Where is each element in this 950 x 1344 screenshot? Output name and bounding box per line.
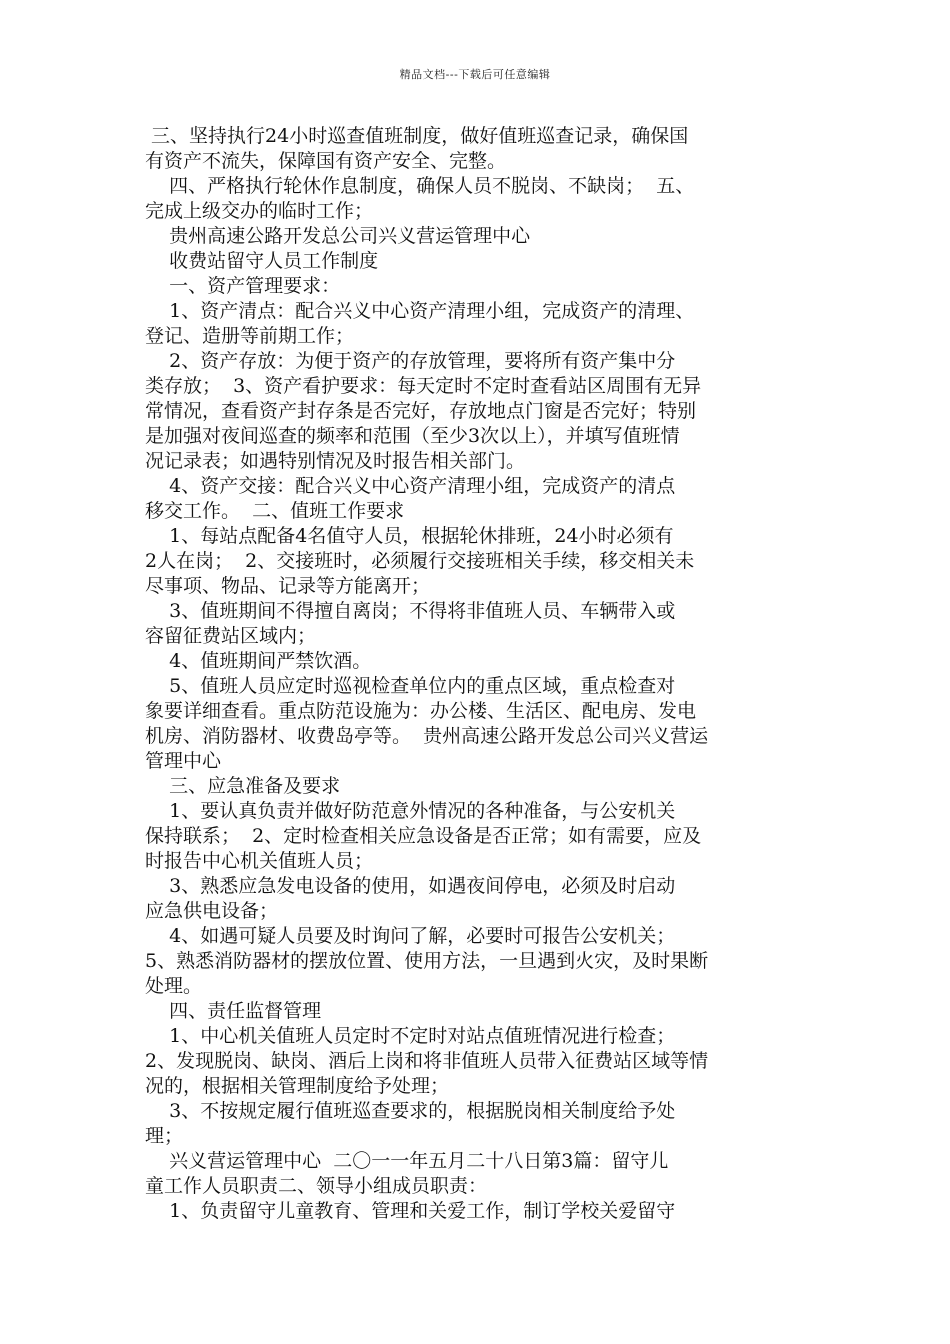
- text-line: 收费站留守人员工作制度: [145, 250, 379, 272]
- text-line: 3、值班期间不得擅自离岗；不得将非值班人员、车辆带入或: [145, 600, 676, 622]
- text-line: 况的，根据相关管理制度给予处理；: [145, 1075, 450, 1097]
- text-line: 兴义营运管理中心 二〇一一年五月二十八日第3篇：留守儿: [145, 1150, 669, 1172]
- text-line: 2、发现脱岗、缺岗、酒后上岗和将非值班人员带入征费站区域等情: [145, 1050, 709, 1072]
- text-line: 三、坚持执行24小时巡查值班制度，做好值班巡查记录，确保国: [145, 125, 689, 147]
- text-line: 类存放； 3、资产看护要求：每天定时不定时查看站区周围有无异: [145, 375, 702, 397]
- text-line: 三、应急准备及要求: [145, 775, 341, 797]
- text-line: 完成上级交办的临时工作；: [145, 200, 374, 222]
- text-line: 移交工作。 二、值班工作要求: [145, 500, 405, 522]
- text-line: 3、不按规定履行值班巡查要求的，根据脱岗相关制度给予处: [145, 1100, 676, 1122]
- text-line: 4、值班期间严禁饮酒。: [145, 650, 372, 672]
- text-line: 理；: [145, 1125, 184, 1147]
- text-line: 一、资产管理要求：: [145, 275, 341, 297]
- text-line: 管理中心: [145, 750, 222, 772]
- text-line: 机房、消防器材、收费岛亭等。 贵州高速公路开发总公司兴义营运: [145, 725, 709, 747]
- text-line: 四、严格执行轮休作息制度，确保人员不脱岗、不缺岗； 五、: [145, 175, 695, 197]
- text-line: 3、熟悉应急发电设备的使用，如遇夜间停电，必须及时启动: [145, 875, 676, 897]
- text-line: 容留征费站区域内；: [145, 625, 317, 647]
- text-line: 处理。: [145, 975, 203, 997]
- text-line: 1、资产清点：配合兴义中心资产清理小组，完成资产的清理、: [145, 300, 695, 322]
- text-line: 况记录表；如遇特别情况及时报告相关部门。: [145, 450, 526, 472]
- document-body: [145, 124, 830, 1224]
- page-header: 精品文档---下载后可任意编辑: [399, 68, 551, 81]
- text-line: 时报告中心机关值班人员；: [145, 850, 374, 872]
- text-line: 2、资产存放：为便于资产的存放管理，要将所有资产集中分: [145, 350, 676, 372]
- text-line: 4、资产交接：配合兴义中心资产清理小组，完成资产的清点: [145, 475, 676, 497]
- text-line: 登记、造册等前期工作；: [145, 325, 355, 347]
- text-line: 应急供电设备；: [145, 900, 279, 922]
- text-line: 保持联系； 2、定时检查相关应急设备是否正常；如有需要，应及: [145, 825, 702, 847]
- text-line: 1、中心机关值班人员定时不定时对站点值班情况进行检查；: [145, 1025, 676, 1047]
- text-line: 1、要认真负责并做好防范意外情况的各种准备，与公安机关: [145, 800, 676, 822]
- text-line: 象要详细查看。重点防范设施为：办公楼、生活区、配电房、发电: [145, 700, 697, 722]
- text-line: 5、值班人员应定时巡视检查单位内的重点区域，重点检查对: [145, 675, 676, 697]
- text-line: 童工作人员职责二、领导小组成员职责：: [145, 1175, 488, 1197]
- text-line: 5、熟悉消防器材的摆放位置、使用方法，一旦遇到火灾，及时果断: [145, 950, 709, 972]
- text-line: 2人在岗； 2、交接班时，必须履行交接班相关手续，移交相关未: [145, 550, 695, 572]
- text-line: 是加强对夜间巡查的频率和范围（至少3次以上），并填写值班情: [145, 425, 680, 447]
- text-line: 4、如遇可疑人员要及时询问了解，必要时可报告公安机关；: [145, 925, 676, 947]
- text-line: 贵州高速公路开发总公司兴义营运管理中心: [145, 225, 531, 247]
- text-line: 尽事项、物品、记录等方能离开；: [145, 575, 431, 597]
- text-line: 常情况，查看资产封存条是否完好，存放地点门窗是否完好；特别: [145, 400, 697, 422]
- text-line: 1、负责留守儿童教育、管理和关爱工作，制订学校关爱留守: [145, 1200, 676, 1222]
- text-line: 有资产不流失，保障国有资产安全、完整。: [145, 150, 507, 172]
- text-line: 四、责任监督管理: [145, 1000, 322, 1022]
- text-line: 1、每站点配备4名值守人员，根据轮休排班，24小时必须有: [145, 525, 674, 547]
